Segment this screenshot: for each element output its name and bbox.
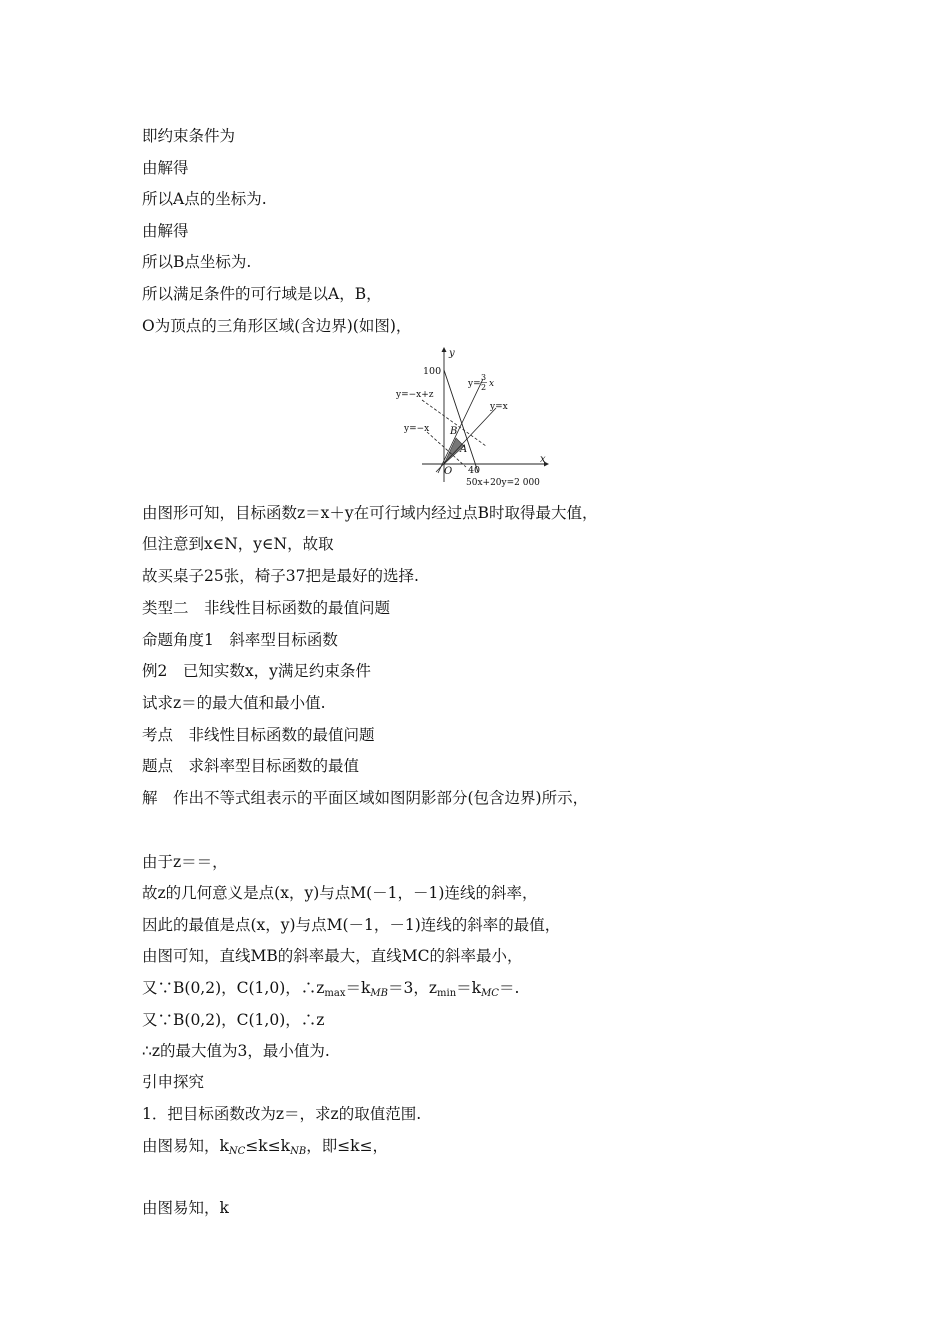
- fraction-variable: x: [489, 379, 495, 389]
- extension-heading: ∴z的最大值为3，最小值为.: [142, 1042, 330, 1060]
- line-6: 所以满足条件的可行域是以A，B，: [142, 285, 382, 303]
- line-1: 即约束条件为: [142, 127, 236, 145]
- line-10: 故买桌子25张，椅子37把是最好的选择.: [142, 567, 419, 585]
- line-y-eq-x: [436, 408, 496, 472]
- line-9: 但注意到x∈N，y∈N，故取: [142, 535, 334, 553]
- y-axis-label: y: [449, 348, 455, 359]
- line-18: 由于z＝＝，: [142, 853, 228, 871]
- line-three-halves: [438, 379, 483, 473]
- y-axis-arrow: [442, 347, 447, 352]
- line-3: 所以A点的坐标为.: [142, 190, 267, 208]
- sub-mb: MB: [370, 988, 388, 999]
- example-2-statement: 例2 已知实数x，y满足约束条件: [142, 662, 371, 680]
- fraction-denominator: 2: [481, 383, 487, 392]
- constraint-label: 50x+20y=2 000: [466, 478, 540, 488]
- line-22-mid-3: ＝k: [456, 979, 482, 997]
- line-27-mid: ≤k≤k: [245, 1137, 291, 1155]
- line-5: 所以B点坐标为.: [142, 253, 252, 271]
- final-line: 由图易知，k: [142, 1199, 229, 1217]
- line-22-end: ＝.: [498, 979, 520, 997]
- sub-min: min: [437, 988, 457, 999]
- sub-mc: MC: [481, 988, 499, 999]
- line-19: 故z的几何意义是点(x，y)与点M(－1，－1)连线的斜率，: [142, 884, 538, 902]
- x-axis-label: x: [540, 454, 546, 465]
- section-heading-type-two: 类型二 非线性目标函数的最值问题: [142, 599, 391, 617]
- line-8: 由图形可知，目标函数z＝x＋y在可行域内经过点B时取得最大值，: [142, 504, 598, 522]
- question-point: 题点 求斜率型目标函数的最值: [142, 757, 360, 775]
- line-22-prefix: 又∵B(0,2)，C(1,0)，∴z: [142, 979, 325, 997]
- extension-question-1: 引申探究: [142, 1073, 205, 1091]
- extension-solution: 1．把目标函数改为z＝，求z的取值范围.: [142, 1105, 422, 1123]
- line-23: 又∵B(0,2)，C(1,0)，∴z: [142, 1011, 325, 1029]
- sub-nb: NB: [290, 1146, 307, 1157]
- sub-max: max: [324, 988, 346, 999]
- line-objective-label: y=−x+z: [396, 390, 434, 400]
- line-steep-label: y=: [468, 379, 481, 389]
- line-22-mid-1: ＝k: [345, 979, 371, 997]
- line-20: 因此的最值是点(x，y)与点M(－1，－1)连线的斜率的最值，: [142, 916, 561, 934]
- line-27: [142, 1136, 388, 1162]
- line-27-prefix: 由图易知，k: [142, 1137, 229, 1155]
- line-22: [142, 978, 519, 1004]
- line-7: O为顶点的三角形区域(含边界)(如图)，: [142, 317, 412, 335]
- solution-start: 解 作出不等式组表示的平面区域如图阴影部分(包含边界)所示，: [142, 789, 589, 807]
- line-2: 由解得: [142, 159, 189, 177]
- line-27-end: ，即≤k≤，: [306, 1137, 389, 1155]
- label-40: 40: [468, 465, 481, 476]
- fraction-numerator: 3: [481, 373, 487, 382]
- subheading-angle-1: 命题角度1 斜率型目标函数: [142, 631, 338, 649]
- point-b-label: B: [450, 426, 458, 437]
- line-4: 由解得: [142, 222, 189, 240]
- line-21: 由图可知，直线MB的斜率最大，直线MC的斜率最小，: [142, 947, 523, 965]
- knowledge-point: 考点 非线性目标函数的最值问题: [142, 726, 375, 744]
- line-y-eq-x-label: y=x: [490, 402, 508, 412]
- sub-nc: NC: [228, 1146, 246, 1157]
- line-22-mid-2: ＝3，z: [388, 979, 438, 997]
- label-100: 100: [423, 366, 442, 377]
- line-14: 试求z＝的最大值和最小值.: [142, 694, 326, 712]
- line-neg-label: y=−x: [404, 424, 430, 434]
- origin-label: O: [444, 466, 453, 477]
- feasible-region-figure: [392, 342, 562, 492]
- point-a-label: A: [460, 444, 468, 455]
